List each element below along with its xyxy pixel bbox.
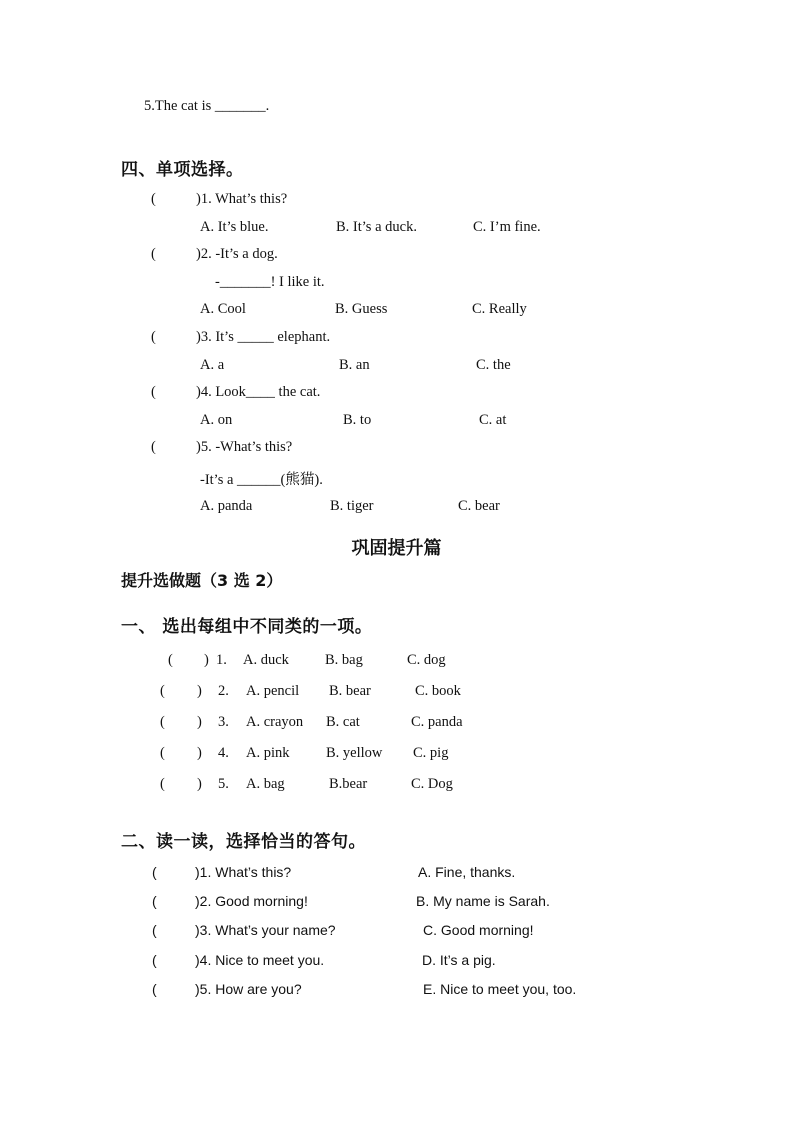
fill-item-5: 5.The cat is _______. [144,98,270,114]
option-b: B. bear [329,683,371,699]
q1-option-a: A. It’s blue. [200,219,269,235]
q2-option-c: C. Really [472,301,527,317]
q4-option-a: A. on [200,412,233,428]
q2-option-b: B. Guess [335,301,388,317]
q4-option-c: C. at [479,412,507,428]
reply-b: B. My name is Sarah. [416,893,550,909]
q1-option-b: B. It’s a duck. [336,219,417,235]
reply-a: A. Fine, thanks. [418,864,516,880]
answer-paren-open: ( [160,683,165,699]
answer-paren-close: ) [197,714,202,730]
option-b: B. bag [325,652,363,668]
option-a: A. bag [246,776,285,792]
answer-paren-close: ) [197,776,202,792]
option-a: A. crayon [246,714,304,730]
q4-option-b: B. to [343,412,372,428]
q2-option-a: A. Cool [200,301,246,317]
answer-paren-open: ( [160,714,165,730]
option-c: C. panda [411,714,463,730]
option-b: B. cat [326,714,360,730]
answer-paren-open: ( [168,652,173,668]
answer-paren-open: ( [160,776,165,792]
option-c: C. dog [407,652,446,668]
question-1-text: )1. What’s this? [196,191,288,207]
question-4-text: )4. Look____ the cat. [196,384,321,400]
q3-option-c: C. the [476,357,511,373]
question-5-response: -It’s a ______(熊猫). [200,472,323,488]
answer-paren-open: ( [152,952,157,968]
consolidation-title: 巩固提升篇 [351,538,442,559]
q5-option-c: C. bear [458,498,500,514]
part-1-title: 一、 选出每组中不同类的一项。 [121,617,373,637]
prompt-1: )1. What’s this? [195,864,292,880]
q5-option-a: A. panda [200,498,253,514]
reply-c: C. Good morning! [423,922,534,938]
answer-paren-open: ( [151,439,156,455]
reply-d: D. It’s a pig. [422,952,496,968]
row-number: 1. [216,652,227,668]
answer-paren-close: ) [204,652,209,668]
row-number: 2. [218,683,229,699]
answer-paren-close: ) [197,683,202,699]
prompt-4: )4. Nice to meet you. [195,952,325,968]
answer-paren-open: ( [152,922,157,938]
answer-paren-open: ( [151,246,156,262]
option-a: A. duck [243,652,289,668]
option-b: B. yellow [326,745,383,761]
prompt-5: )5. How are you? [195,981,302,997]
reply-e: E. Nice to meet you, too. [423,981,577,997]
prompt-3: )3. What’s your name? [195,922,336,938]
answer-paren-open: ( [152,864,157,880]
consolidation-subtitle: 提升选做题（3 选 2） [121,571,283,590]
q3-option-b: B. an [339,357,370,373]
question-2-text: )2. -It’s a dog. [196,246,278,262]
q1-option-c: C. I’m fine. [473,219,541,235]
answer-paren-open: ( [160,745,165,761]
row-number: 4. [218,745,229,761]
prompt-2: )2. Good morning! [195,893,308,909]
answer-paren-open: ( [152,893,157,909]
question-3-text: )3. It’s _____ elephant. [196,329,331,345]
row-number: 5. [218,776,229,792]
option-a: A. pencil [246,683,300,699]
option-a: A. pink [246,745,290,761]
answer-paren-open: ( [151,384,156,400]
answer-paren-open: ( [151,191,156,207]
section-4-title: 四、单项选择。 [121,160,244,180]
question-2-response: -_______! I like it. [215,274,325,290]
option-c: C. Dog [411,776,453,792]
option-c: C. book [415,683,461,699]
question-5-text: )5. -What’s this? [196,439,293,455]
row-number: 3. [218,714,229,730]
q3-option-a: A. a [200,357,225,373]
answer-paren-open: ( [151,329,156,345]
answer-paren-open: ( [152,981,157,997]
answer-paren-close: ) [197,745,202,761]
option-b: B.bear [329,776,368,792]
q5-option-b: B. tiger [330,498,374,514]
option-c: C. pig [413,745,449,761]
part-2-title: 二、读一读，选择恰当的答句。 [121,832,366,852]
